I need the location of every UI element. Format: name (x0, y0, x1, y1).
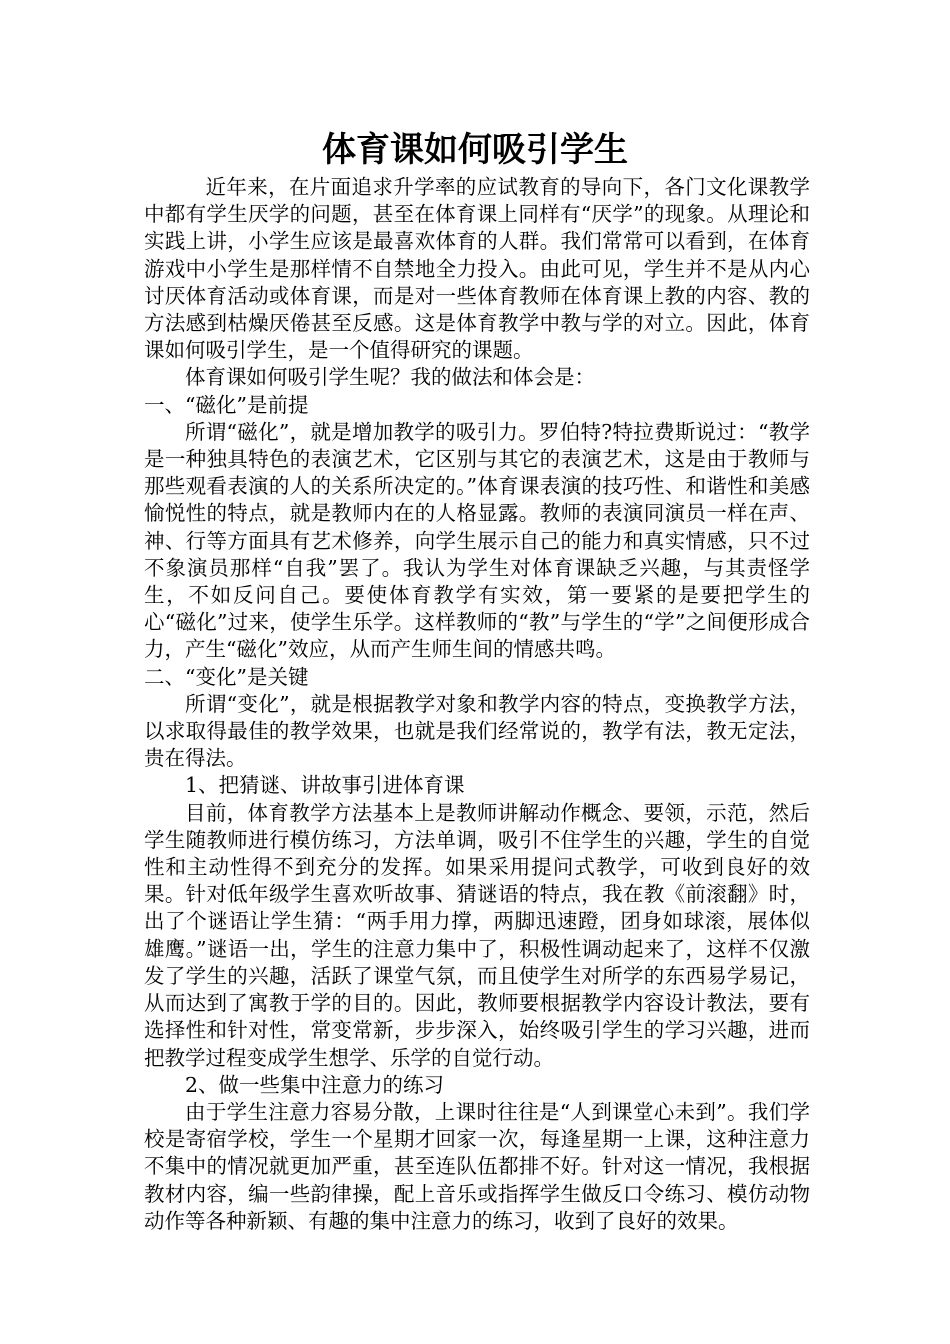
subsection-heading-1: 1、把猜谜、讲故事引进体育课 (185, 773, 465, 798)
section-heading-2: 二、“变化”是关键 (144, 664, 309, 689)
subsection-heading-2: 2、做一些集中注意力的练习 (185, 1072, 445, 1097)
section-1-paragraph: 所谓“磁化”，就是增加教学的吸引力。罗伯特?特拉费斯说过：“教学是一种独具特色的表演艺术，它区别与其它的表演艺术，这是由于教师与那些观看表演的人的关系所决定的。”体育课表演的技巧性、和谐性和美感愉悦性的特点，就是教师内在的人格显露。教师的表演同演员一样在声、神、行等方面具有艺术修养，向学生展示自己的能力和真实情感，只不过不象演员那样“自我”罢了。我认为学生对体育课缺乏兴趣，与其责怪学生，不如反问自己。要使体育教学有实效，第一要紧的是要把学生的心“磁化”过来，使学生乐学。这样教师的“教”与学生的“学”之间便形成合力，产生“磁化”效应，从而产生师生间的情感共鸣。 (144, 419, 810, 662)
document-title: 体育课如何吸引学生 (322, 130, 628, 170)
section-2-paragraph: 所谓“变化”，就是根据教学对象和教学内容的特点，变换教学方法，以求取得最佳的教学效果，也就是我们经常说的，教学有法，教无定法，贵在得法。 (144, 691, 810, 771)
section-heading-1: 一、“磁化”是前提 (144, 392, 309, 417)
intro-paragraph: 近年来，在片面追求升学率的应试教育的导向下，各门文化课教学中都有学生厌学的问题，甚至在体育课上同样有“厌学”的现象。从理论和实践上讲，小学生应该是最喜欢体育的人群。我们常常可以看到，在体育游戏中小学生是那样情不自禁地全力投入。由此可见，学生并不是从内心讨厌体育活动或体育课，而是对一些体育教师在体育课上教的内容、教的方法感到枯燥厌倦甚至反感。这是体育教学中教与学的对立。因此，体育课如何吸引学生，是一个值得研究的课题。 (144, 175, 810, 363)
lead-in-paragraph: 体育课如何吸引学生呢？我的做法和体会是： (185, 365, 595, 390)
subsection-1-paragraph: 目前，体育教学方法基本上是教师讲解动作概念、要领，示范，然后学生随教师进行模仿练习，方法单调，吸引不住学生的兴趣，学生的自觉性和主动性得不到充分的发挥。如果采用提问式教学，可收到良好的效果。针对低年级学生喜欢听故事、猜谜语的特点，我在教《前滚翻》时，出了个谜语让学生猜：“两手用力撑，两脚迅速蹬，团身如球滚，展体似雄鹰。”谜语一出，学生的注意力集中了，积极性调动起来了，这样不仅激发了学生的兴趣，活跃了课堂气氛，而且使学生对所学的东西易学易记，从而达到了寓教于学的目的。因此，教师要根据教学内容设计教法，要有选择性和针对性，常变常新，步步深入，始终吸引学生的学习兴趣，进而把教学过程变成学生想学、乐学的自觉行动。 (144, 800, 810, 1070)
document-body (144, 174, 810, 1235)
subsection-2-paragraph: 由于学生注意力容易分散，上课时往往是“人到课堂心未到”。我们学校是寄宿学校，学生一个星期才回家一次，每逢星期一上课，这种注意力不集中的情况就更加严重，甚至连队伍都排不好。针对这一情况，我根据教材内容，编一些韵律操，配上音乐或指挥学生做反口令练习、模仿动物动作等各种新颖、有趣的集中注意力的练习，收到了良好的效果。 (144, 1099, 810, 1233)
